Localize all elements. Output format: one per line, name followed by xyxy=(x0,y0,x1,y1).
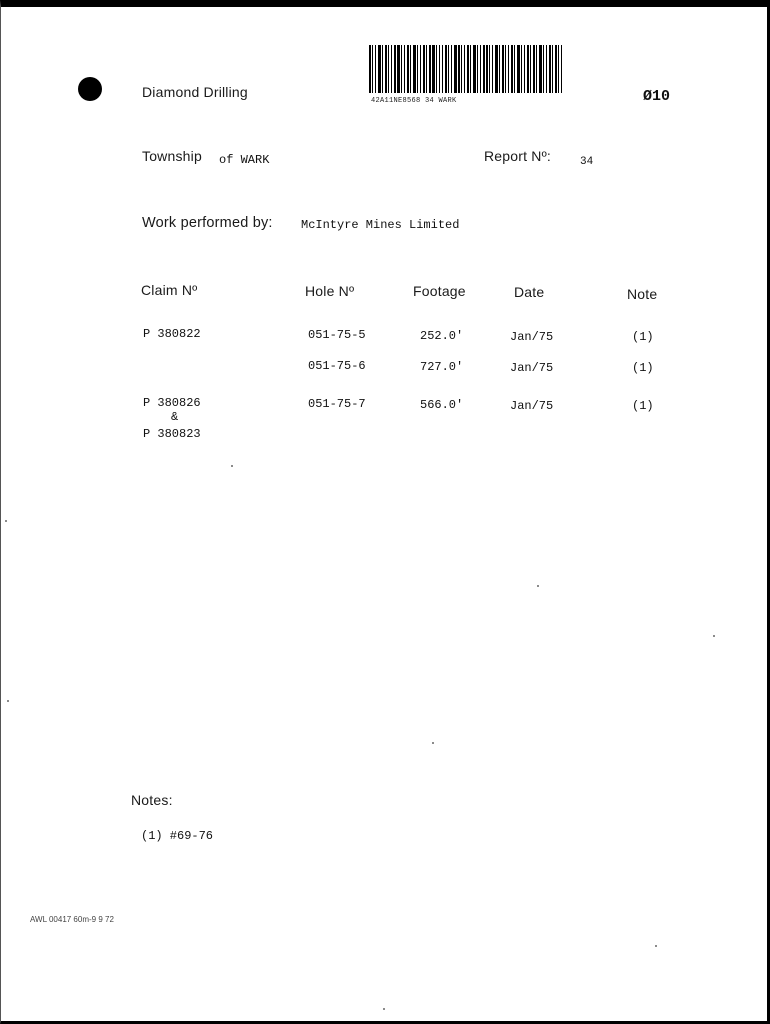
barcode-bar xyxy=(502,45,504,93)
barcode-bar xyxy=(467,45,469,93)
barcode-bar xyxy=(558,45,559,93)
barcode-bar xyxy=(486,45,488,93)
claim-cell-extra: P 380823 xyxy=(143,427,201,441)
barcode-bar xyxy=(530,45,531,93)
barcode-bar xyxy=(461,45,462,93)
report-value: 34 xyxy=(580,156,594,168)
barcode-bar xyxy=(378,45,381,93)
scan-speck xyxy=(537,585,539,587)
barcode-bar xyxy=(546,45,547,93)
barcode-bar xyxy=(555,45,557,93)
barcode-bar xyxy=(517,45,520,93)
barcode-bar xyxy=(505,45,506,93)
township-value: of WARK xyxy=(219,153,270,167)
barcode-bar xyxy=(397,45,400,93)
barcode-bar xyxy=(543,45,544,93)
form-title: Diamond Drilling xyxy=(142,84,248,100)
header-note: Note xyxy=(627,286,658,302)
barcode-bar xyxy=(382,45,383,93)
note-item: (1) #69-76 xyxy=(141,829,214,843)
barcode-bar xyxy=(388,45,389,93)
barcode-bar xyxy=(445,45,447,93)
barcode-bar xyxy=(480,45,481,93)
barcode-bar xyxy=(375,45,376,93)
barcode-bar xyxy=(499,45,500,93)
barcode-bar xyxy=(451,45,452,93)
barcode-bar xyxy=(448,45,449,93)
header-date: Date xyxy=(514,284,545,300)
barcode-bar xyxy=(533,45,535,93)
form-code: AWL 00417 60m-9 9 72 xyxy=(30,915,114,924)
barcode-bar xyxy=(458,45,460,93)
barcode-bar xyxy=(404,45,405,93)
note-cell: (1) xyxy=(632,361,654,375)
report-label: Report Nº: xyxy=(484,148,552,164)
barcode-bar xyxy=(489,45,490,93)
barcode-caption: 42A11NE8568 34 WARK xyxy=(371,97,457,105)
barcode-bar xyxy=(514,45,515,93)
scan-speck xyxy=(7,700,9,702)
date-cell: Jan/75 xyxy=(510,399,554,413)
notes-label: Notes: xyxy=(131,792,173,808)
barcode-bar xyxy=(423,45,425,93)
barcode-bar xyxy=(413,45,416,93)
barcode-bar xyxy=(511,45,513,93)
barcode-bar xyxy=(495,45,498,93)
work-performed-value: McIntyre Mines Limited xyxy=(301,218,460,232)
barcode-bar xyxy=(473,45,476,93)
barcode-bar xyxy=(426,45,427,93)
barcode-bar xyxy=(477,45,478,93)
claim-cell: P 380826 xyxy=(143,396,201,410)
barcode-bar xyxy=(536,45,537,93)
barcode-bar xyxy=(521,45,522,93)
date-cell: Jan/75 xyxy=(510,361,554,375)
scan-speck xyxy=(383,1008,385,1010)
barcode-bar xyxy=(561,45,562,93)
barcode-bar xyxy=(391,45,392,93)
hole-cell: 051-75-7 xyxy=(308,397,366,411)
hole-cell: 051-75-6 xyxy=(308,359,366,373)
claim-cell: P 380822 xyxy=(143,327,201,341)
footage-cell: 566.0' xyxy=(420,398,464,412)
note-cell: (1) xyxy=(632,330,654,344)
barcode-bar xyxy=(454,45,457,93)
barcode-bar xyxy=(439,45,440,93)
barcode-bar xyxy=(552,45,553,93)
header-hole: Hole Nº xyxy=(305,283,355,299)
barcode-bar xyxy=(410,45,411,93)
barcode-bar xyxy=(470,45,471,93)
barcode-bar xyxy=(394,45,396,93)
township-label: Township xyxy=(142,148,202,164)
footage-cell: 252.0' xyxy=(420,329,464,343)
note-cell: (1) xyxy=(632,399,654,413)
barcode-bar xyxy=(401,45,402,93)
barcode-bar xyxy=(524,45,525,93)
barcode-bar xyxy=(442,45,443,93)
barcode-bar xyxy=(372,45,373,93)
hole-cell: 051-75-5 xyxy=(308,328,366,342)
scan-speck xyxy=(5,520,7,522)
header-claim: Claim Nº xyxy=(141,282,198,298)
barcode-bar xyxy=(436,45,437,93)
claim-joiner: & xyxy=(171,410,179,424)
barcode-bar xyxy=(385,45,387,93)
barcode-image xyxy=(369,43,587,93)
scan-speck xyxy=(432,742,434,744)
footage-cell: 727.0' xyxy=(420,360,464,374)
scan-speck xyxy=(231,465,233,467)
barcode-bar xyxy=(508,45,509,93)
barcode-bar xyxy=(549,45,551,93)
punch-hole xyxy=(78,77,102,101)
barcode-bar xyxy=(464,45,465,93)
barcode-bar xyxy=(407,45,409,93)
scan-speck xyxy=(713,635,715,637)
header-footage: Footage xyxy=(413,283,466,299)
scan-speck xyxy=(655,945,657,947)
barcode-bar xyxy=(420,45,421,93)
barcode-bar xyxy=(527,45,529,93)
date-cell: Jan/75 xyxy=(510,330,554,344)
barcode-bar xyxy=(417,45,418,93)
work-performed-label: Work performed by: xyxy=(142,215,273,231)
barcode-bar xyxy=(483,45,485,93)
page-code: Ø10 xyxy=(643,88,671,105)
barcode-bar xyxy=(539,45,542,93)
barcode-bar xyxy=(432,45,435,93)
barcode-bar xyxy=(492,45,493,93)
barcode-bar xyxy=(429,45,431,93)
barcode-bar xyxy=(369,45,371,93)
